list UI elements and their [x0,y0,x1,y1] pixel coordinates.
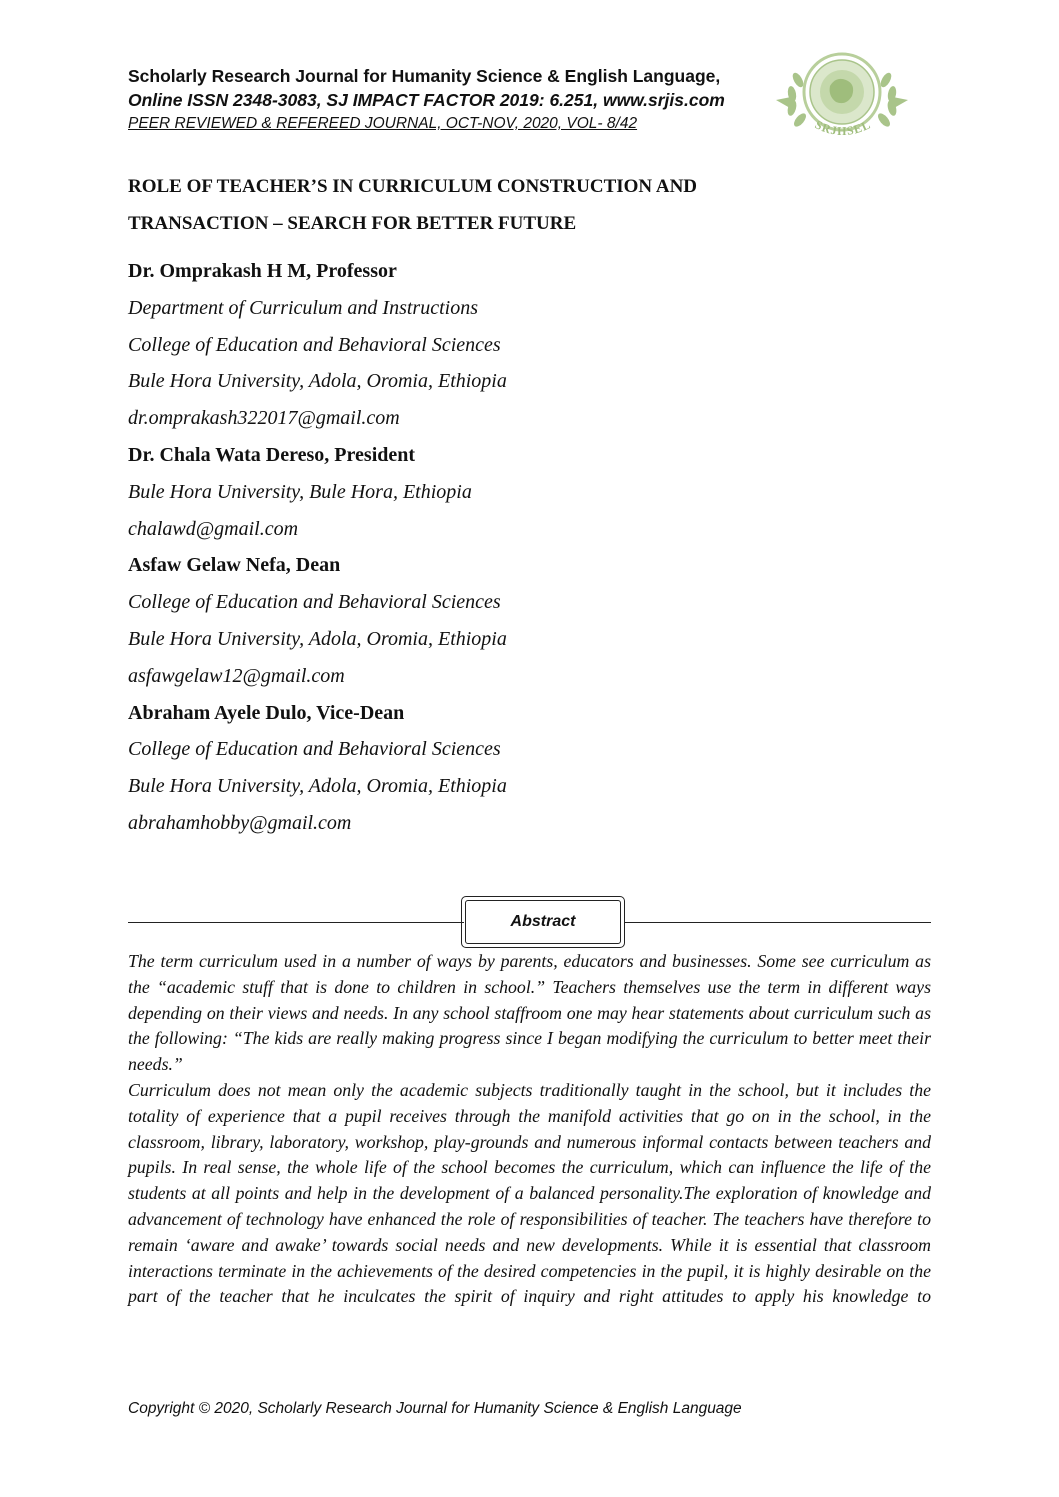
abstract-paragraph-1: The term curriculum used in a number of ways by parents, educators and businesses. Some see curriculum as the “academic stuff that is done to children in school.” Teachers themselves use the term in different ways depending on their views and needs. In any school staffroom one may hear statements about curriculum such as the following: “The kids are really making progress since I began modifying the curriculum to better meet their needs.” [128,951,931,1075]
author-name: Dr. Chala Wata Dereso, President [128,443,416,466]
author-affiliation: Bule Hora University, Adola, Oromia, Ethiopia [128,370,507,393]
author-affiliation: Bule Hora University, Bule Hora, Ethiopia [128,480,472,503]
author-affiliation: College of Education and Behavioral Sciences [128,333,501,356]
author-email: chalawd@gmail.com [128,517,299,540]
abstract-divider-right [624,922,931,923]
paper-title-line-1: ROLE OF TEACHER’S IN CURRICULUM CONSTRUCTION AND [128,176,698,197]
author-email: abrahamhobby@gmail.com [128,811,352,834]
journal-header [128,64,768,136]
author-affiliation: College of Education and Behavioral Sciences [128,738,501,761]
author-email: dr.omprakash322017@gmail.com [128,407,400,430]
abstract-body [128,949,931,1310]
author-name: Abraham Ayele Dulo, Vice-Dean [128,701,405,724]
logo-text: SRJHSEL [812,117,874,139]
abstract-paragraph-2: Curriculum does not mean only the academic subjects traditionally taught in the school, but it includes the totality of experience that a pupil receives through the manifold activities that go on in the school, in the classroom, library, laboratory, workshop, play-grounds and numerous informal contacts between teachers and pupils. In real sense, the whole life of the school becomes the curriculum, which can influence the life of the students at all points and help in the development of a balanced personality.The exploration of knowledge and advancement of technology have enhanced the role of responsibilities of teacher. The teachers have therefore to remain ‘aware and awake’ towards social needs and new developments. While it is essential that classroom interactions terminate in the achievements of the desired competencies in the pupil, it is highly desirable on the part of the teacher that he inculcates the spirit of inquiry and right attitudes to apply his knowledge to [128,1079,931,1307]
abstract-divider-left [128,922,464,923]
journal-issn-line: Online ISSN 2348-3083, SJ IMPACT FACTOR 2019: 6.251, www.srjis.com [128,90,725,110]
author-email: asfawgelaw12@gmail.com [128,664,345,687]
abstract-heading-box [461,896,625,948]
author-name: Asfaw Gelaw Nefa, Dean [128,554,341,577]
paper-title-line-2: TRANSACTION – SEARCH FOR BETTER FUTURE [128,213,577,234]
author-affiliation: Bule Hora University, Adola, Oromia, Ethiopia [128,775,507,798]
abstract-heading: Abstract [510,913,576,930]
author-name: Dr. Omprakash H M, Professor [128,260,397,282]
author-affiliation: Bule Hora University, Adola, Oromia, Ethiopia [128,627,507,650]
author-affiliation: College of Education and Behavioral Sciences [128,591,501,614]
paper-title [128,168,888,242]
journal-name: Scholarly Research Journal for Humanity Science & English Language, [128,66,721,86]
author-list [128,256,828,845]
author-affiliation: Department of Curriculum and Instructions [128,296,478,319]
page-footer-copyright: Copyright © 2020, Scholarly Research Journal for Humanity Science & English Language [128,1400,742,1417]
journal-volume-line: PEER REVIEWED & REFEREED JOURNAL, OCT-NOV, 2020, VOL- 8/42 [128,115,638,132]
journal-logo [776,50,908,148]
